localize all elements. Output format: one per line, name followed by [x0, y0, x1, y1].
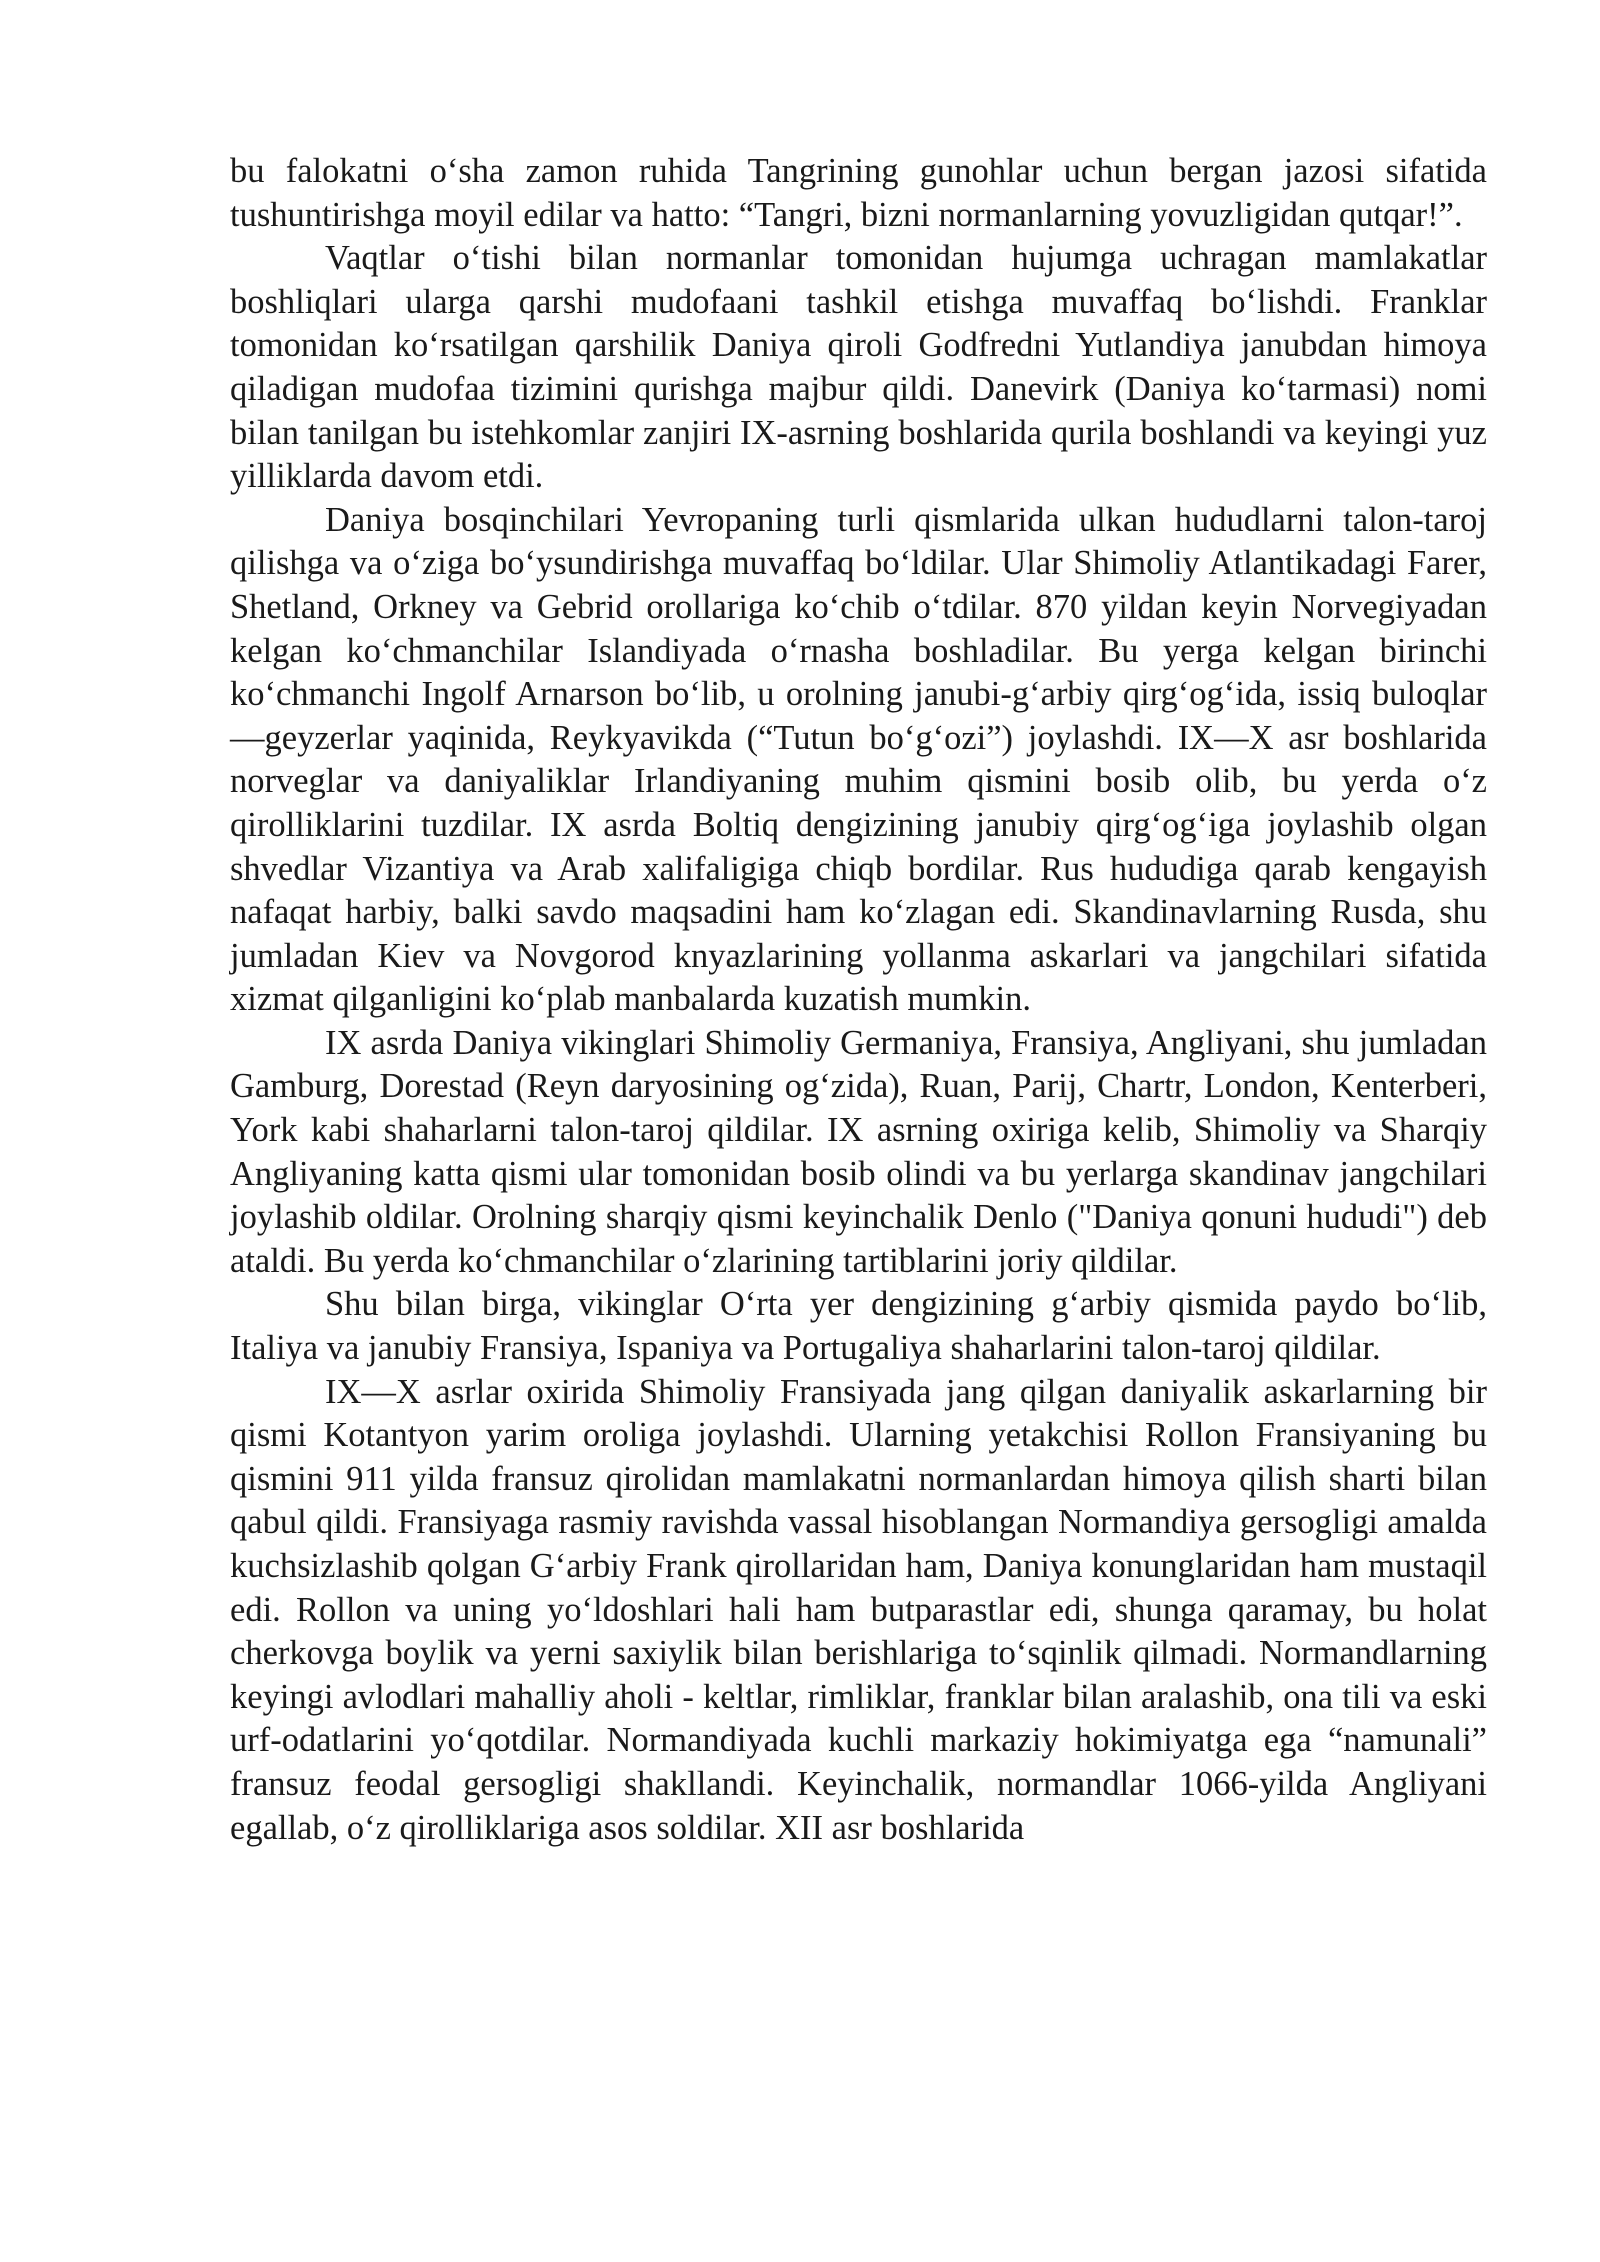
paragraph-mediterranean: Shu bilan birga, vikinglar O‘rta yer dengizining g‘arbiy qismida paydo bo‘lib, Italiya va janubiy Fransiya, Ispaniya va Portugaliya shaharlarini talon-taroj qildilar. — [230, 1285, 1487, 1368]
paragraph-danish-vikings: IX asrda Daniya vikinglari Shimoliy Germaniya, Fransiya, Angliyani, shu jumladan Gamburg, Dorestad (Reyn daryosining og‘zida), Ruan, Parij, Chartr, London, Kenterberi, York kabi shaharlarni talon-taroj qildilar. IX asrning oxiriga kelib, Shimoliy va Sharqiy Angliyaning katta qismi ular tomonidan bosib olindi va bu yerlarga skandinav jangchilari joylashib oldilar. Orolning sharqiy qismi keyinchalik Denlo ("Daniya qonuni hududi") deb ataldi. Bu yerda ko‘chmanchilar o‘zlarining tartiblarini joriy qildilar. — [230, 1023, 1487, 1280]
paragraph-continuation: bu falokatni o‘sha zamon ruhida Tangrining gunohlar uchun bergan jazosi sifatida tushuntirishga moyil edilar va hatto: “Tangri, bizni normanlarning yovuzligidan qutqar!”. — [230, 152, 1487, 234]
document-page — [230, 150, 1487, 1850]
paragraph-normandy: IX—X asrlar oxirida Shimoliy Fransiyada jang qilgan daniyalik askarlarning bir qismi Kotantyon yarim oroliga joylashdi. Ularning yetakchisi Rollon Fransiyaning bu qismini 911 yilda fransuz qirolidan mamlakatni normanlardan himoya qilish sharti bilan qabul qildi. Fransiyaga rasmiy ravishda vassal hisoblangan Normandiya gersogligi amalda kuchsizlashib qolgan G‘arbiy Frank qirollaridan ham, Daniya konunglaridan ham mustaqil edi. Rollon va uning yo‘ldoshlari hali ham butparastlar edi, shunga qaramay, bu holat cherkovga boylik va yerni saxiylik bilan berishlariga to‘sqinlik qilmadi. Normandlarning keyingi avlodlari mahalliy aholi - keltlar, rimliklar, franklar bilan aralashib, ona tili va eski urf-odatlarini yo‘qotdilar. Normandiyada kuchli markaziy hokimiyatga ega “namunali” fransuz feodal gersogligi shakllandi. Keyinchalik, normandlar 1066-yilda Angliyani egallab, o‘z qirolliklariga asos soldilar. XII asr boshlarida — [230, 1372, 1487, 1847]
paragraph-defense: Vaqtlar o‘tishi bilan normanlar tomonidan hujumga uchragan mamlakatlar boshliqlari ularga qarshi mudofaani tashkil etishga muvaffaq bo‘lishdi. Franklar tomonidan ko‘rsatilgan qarshilik Daniya qiroli Godfredni Yutlandiya janubdan himoya qiladigan mudofaa tizimini qurishga majbur qildi. Danevirk (Daniya ko‘tarmasi) nomi bilan tanilgan bu istehkomlar zanjiri IX-asrning boshlarida qurila boshlandi va keyingi yuz yilliklarda davom etdi. — [230, 239, 1487, 496]
paragraph-danish-raiders: Daniya bosqinchilari Yevropaning turli qismlarida ulkan hududlarni talon-taroj qilishga va o‘ziga bo‘ysundirishga muvaffaq bo‘ldilar. Ular Shimoliy Atlantikadagi Farer, Shetland, Orkney va Gebrid orollariga ko‘chib o‘tdilar. 870 yildan keyin Norvegiyadan kelgan ko‘chmanchilar Islandiyada o‘rnasha boshladilar. Bu yerga kelgan birinchi ko‘chmanchi Ingolf Arnarson bo‘lib, u orolning janubi-g‘arbiy qirg‘og‘ida, issiq buloqlar—geyzerlar yaqinida, Reykyavikda (“Tutun bo‘g‘ozi”) joylashdi. IX—X asr boshlarida norveglar va daniyaliklar Irlandiyaning muhim qismini bosib olib, bu yerda o‘z qirolliklarini tuzdilar. IX asrda Boltiq dengizining janubiy qirg‘og‘iga joylashib olgan shvedlar Vizantiya va Arab xalifaligiga chiqb bordilar. Rus hududiga qarab kengayish nafaqat harbiy, balki savdo maqsadini ham ko‘zlagan edi. Skandinavlarning Rusda, shu jumladan Kiev va Novgorod knyazlarining yollanma askarlari va jangchilari sifatida xizmat qilganligini ko‘plab manbalarda kuzatish mumkin. — [230, 500, 1487, 1019]
